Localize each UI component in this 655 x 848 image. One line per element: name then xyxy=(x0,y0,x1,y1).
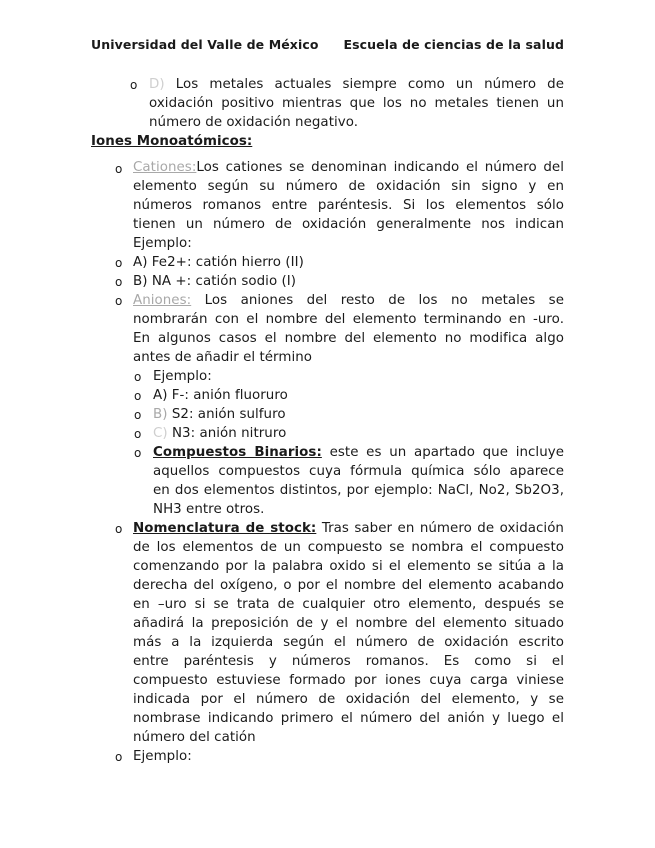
stock-line-4: derecha del oxígeno, o por el nombre del elemento acabando xyxy=(133,578,564,593)
bullet: o xyxy=(130,78,138,92)
stock-line-7: más a la izquierda según el número de oxidación escrito xyxy=(133,635,564,650)
bullet: o xyxy=(134,408,142,422)
cation-example-a: A) Fe2+: catión hierro (II) xyxy=(133,255,304,270)
page-header xyxy=(91,37,564,52)
bullet: o xyxy=(115,294,123,308)
cationes-line-1 xyxy=(133,158,564,177)
binarios-line-4: NH3 entre otros. xyxy=(153,502,265,517)
bullet: o xyxy=(115,750,123,764)
binarios-label: Compuestos Binarios: xyxy=(153,445,322,460)
stock-line-3: comenzando por la palabra oxido si el elemento se sitúa a la xyxy=(133,559,564,574)
header-school: Escuela de ciencias de la salud xyxy=(343,37,564,52)
bullet: o xyxy=(115,256,123,270)
stock-line-6: añadirá la preposición de y el nombre del elemento situado xyxy=(133,616,564,631)
cationes-text: Los cationes se denominan indicando el número del xyxy=(196,160,564,175)
final-ejemplo: Ejemplo: xyxy=(133,749,192,764)
bullet: o xyxy=(134,389,142,403)
section-d-line-1 xyxy=(149,75,564,94)
section-d-line-3: número de oxidación negativo. xyxy=(149,115,359,130)
cation-example-b: B) NA +: catión sodio (I) xyxy=(133,274,297,289)
stock-line-10: indicada por el número de oxidación del elemento, y se xyxy=(133,692,564,707)
anion-example-b xyxy=(153,405,286,424)
stock-line-8: entre paréntesis y números romanos. Es como si el xyxy=(133,654,564,669)
stock-label: Nomenclatura de stock: xyxy=(133,521,317,536)
binarios-text: este es un apartado que incluye xyxy=(329,445,564,460)
bullet: o xyxy=(115,522,123,536)
stock-line-11: nombrase indicando primero el número del anión y luego el xyxy=(133,711,564,726)
anion-example-a: A) F-: anión fluoruro xyxy=(153,388,288,403)
anion-example-c xyxy=(153,424,286,443)
stock-line-5: en –uro si se trata de cualquier otro elemento, después se xyxy=(133,597,564,612)
cationes-label: Cationes: xyxy=(133,160,197,175)
aniones-label: Aniones: xyxy=(133,293,192,308)
aniones-line-3: En algunos casos el nombre del elemento no modifica algo xyxy=(133,331,564,346)
binarios-line-1 xyxy=(153,443,564,462)
bullet: o xyxy=(115,162,123,176)
aniones-ejemplo: Ejemplo: xyxy=(153,369,212,384)
cationes-line-3: números romanos entre paréntesis. Si los elementos sólo xyxy=(133,198,564,213)
bullet: o xyxy=(134,427,142,441)
aniones-line-2: nombrarán con el nombre del elemento terminando en -uro. xyxy=(133,312,564,327)
section-title: Iones Monoatómicos: xyxy=(91,134,253,149)
aniones-line-4: antes de añadir el término xyxy=(133,350,313,365)
aniones-text: Los aniones del resto de los no metales se xyxy=(204,293,564,308)
cationes-line-2: elemento según su número de oxidación sin signo y en xyxy=(133,179,564,194)
stock-line-9: compuesto estuviese formado por iones cuya carga viniese xyxy=(133,673,564,688)
anion-b-text: S2: anión sulfuro xyxy=(167,407,286,422)
stock-line-1 xyxy=(133,519,564,538)
section-d-text: Los metales actuales siempre como un número de xyxy=(175,77,565,92)
bullet: o xyxy=(134,446,142,460)
aniones-line-1 xyxy=(133,291,564,310)
bullet: o xyxy=(115,275,123,289)
header-university: Universidad del Valle de México xyxy=(91,37,319,52)
anion-b-marker: B) xyxy=(153,407,168,422)
cationes-line-4: tienen un número de oxidación generalmente nos indican xyxy=(133,217,564,232)
stock-line-12: número del catión xyxy=(133,730,256,745)
stock-text: Tras saber en número de oxidación xyxy=(321,521,564,536)
binarios-line-2: aquellos compuestos cuya fórmula química sólo aparece xyxy=(153,464,564,479)
anion-c-text: N3: anión nitruro xyxy=(167,426,287,441)
section-d-line-2: oxidación positivo mientras que los no metales tienen un xyxy=(149,96,564,111)
cationes-line-5: Ejemplo: xyxy=(133,236,192,251)
binarios-line-3: en dos elementos distintos, por ejemplo: NaCl, No2, Sb2O3, xyxy=(153,483,564,498)
bullet: o xyxy=(134,370,142,384)
section-d-marker: D) xyxy=(149,77,165,92)
stock-line-2: de los elementos de un compuesto se nombra el compuesto xyxy=(133,540,564,555)
anion-c-marker: C) xyxy=(153,426,168,441)
